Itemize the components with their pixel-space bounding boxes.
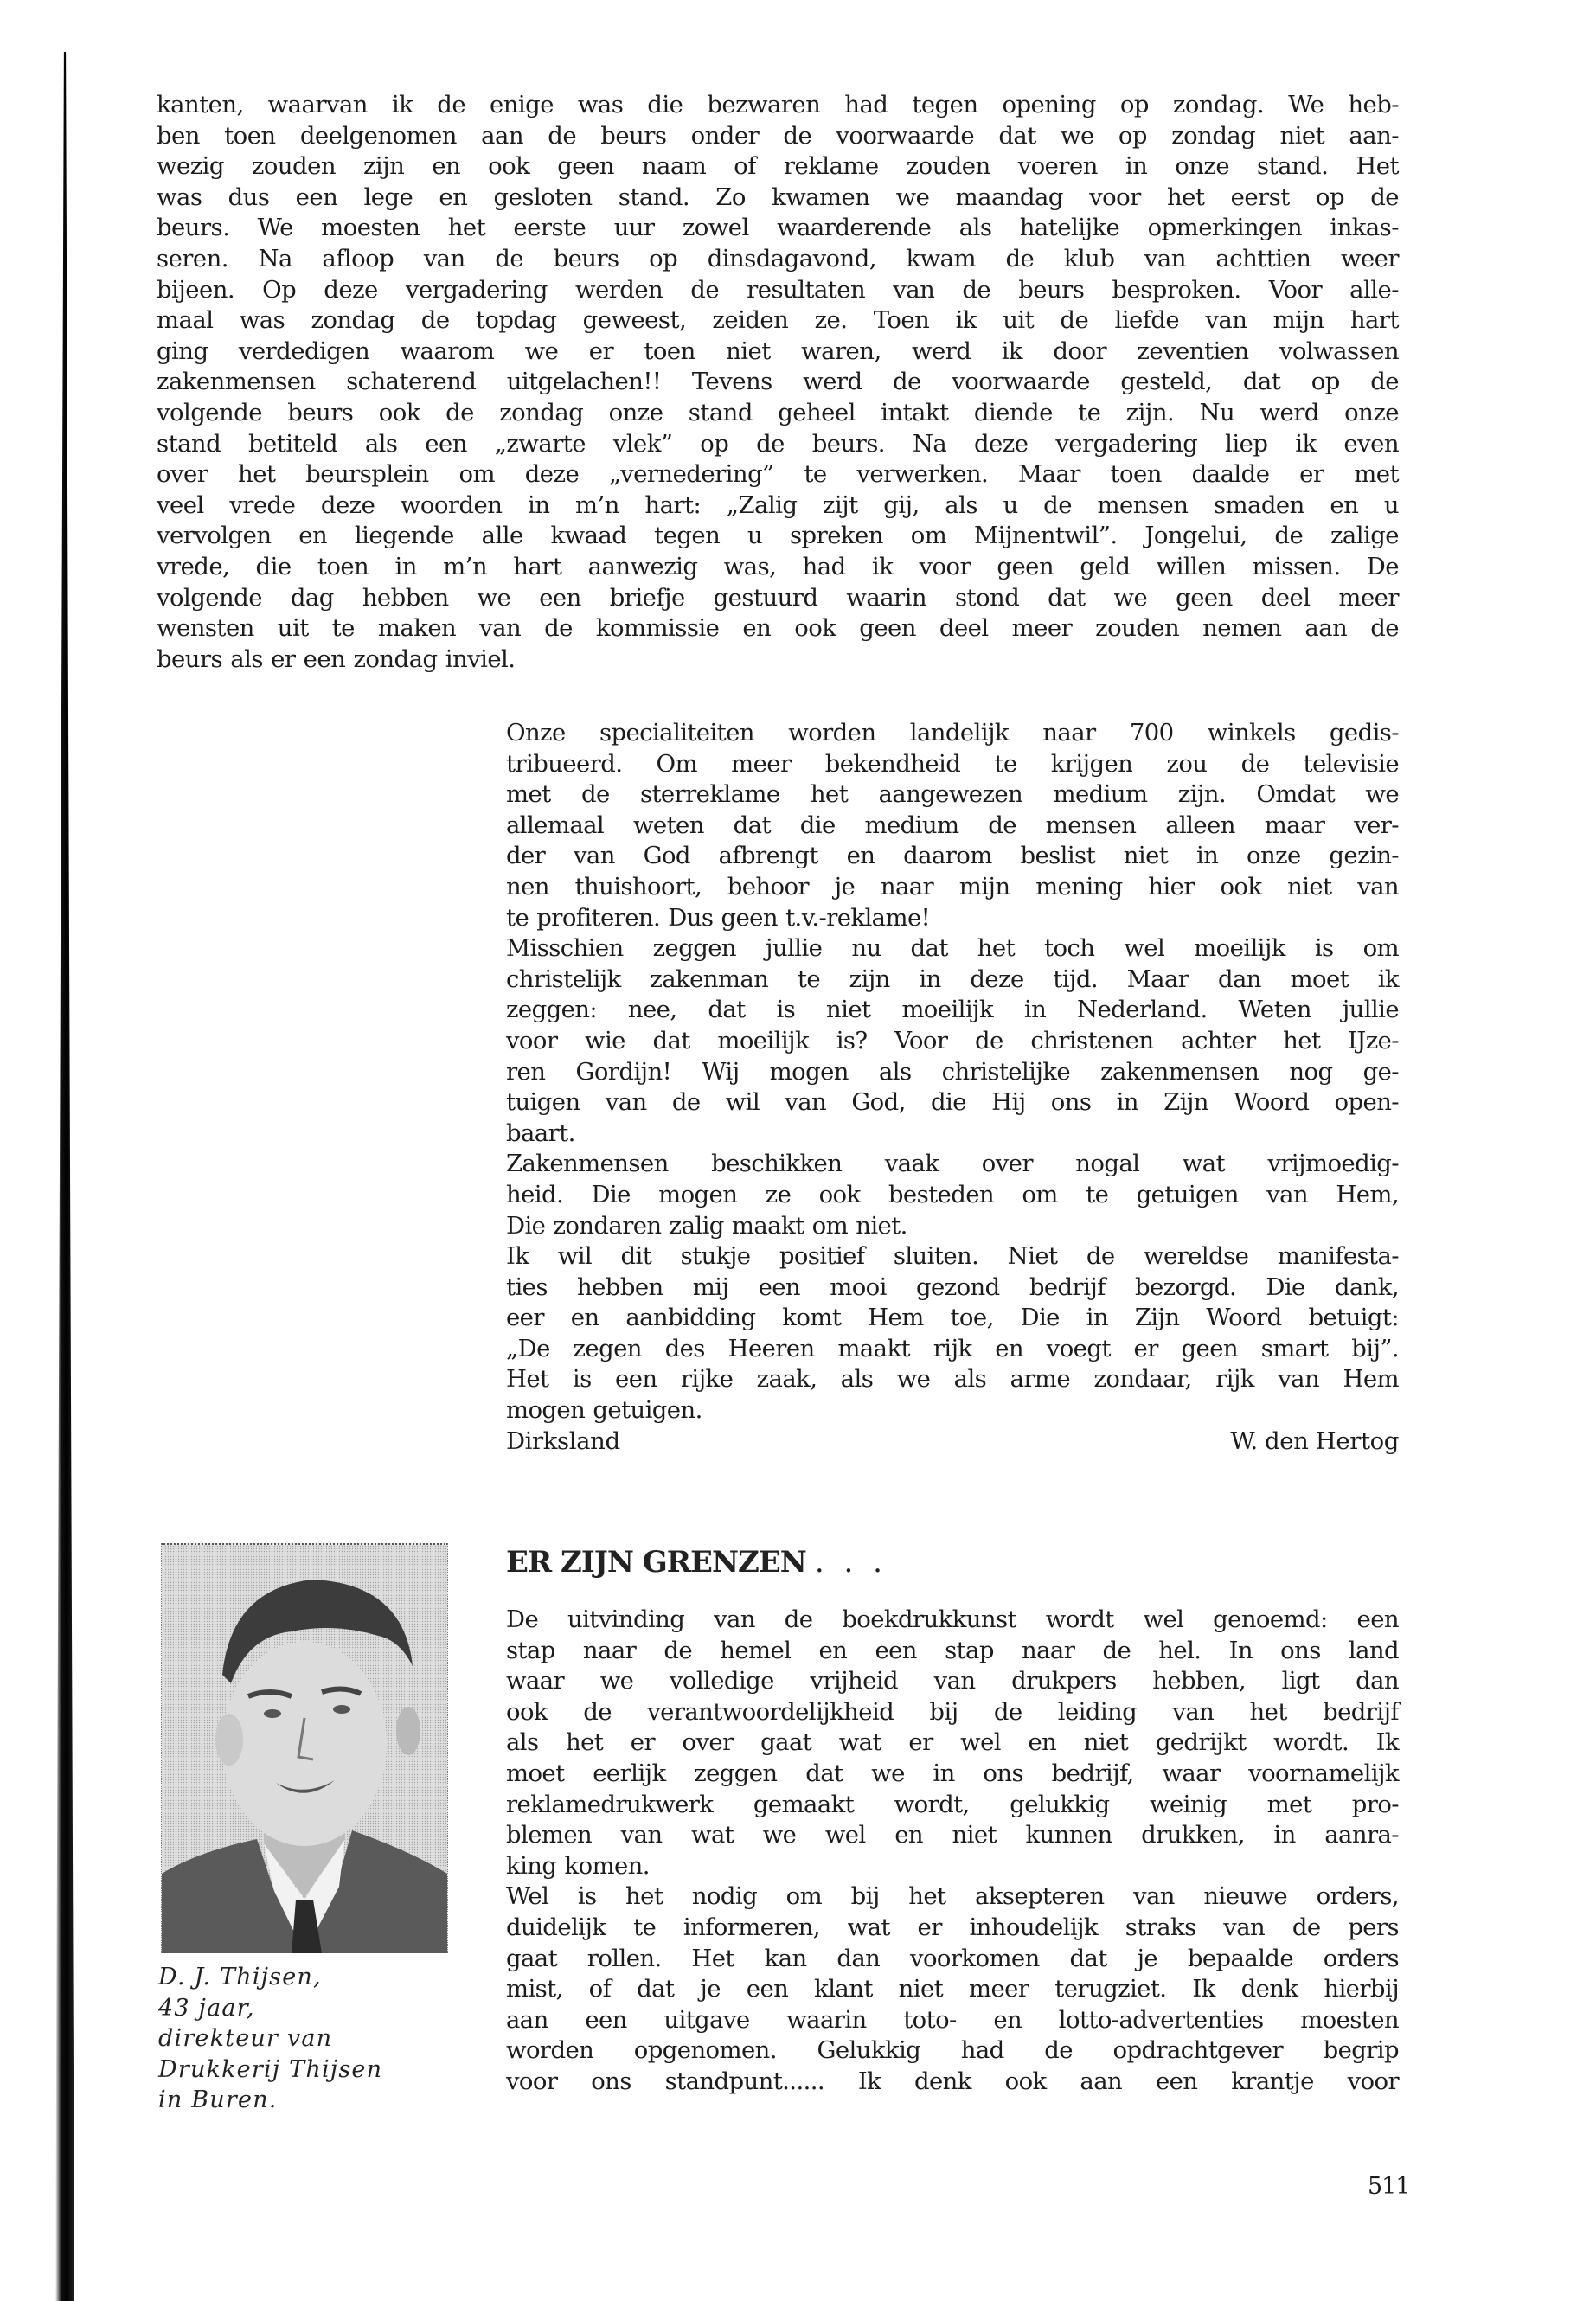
caption-line: in Buren.: [158, 2086, 278, 2113]
text-line: volgende beurs ook de zondag onze stand geheel intakt diende te zijn. Nu werd onze: [157, 398, 1399, 426]
page-number: 511: [1368, 2173, 1410, 2200]
text-line: ren Gordijn! Wij mogen als christelijke zakenmensen nog ge-: [506, 1057, 1399, 1086]
text-line: stand betiteld als een „zwarte vlek” op de beurs. Na deze vergadering liep ik even: [157, 429, 1399, 458]
text-line: beurs. We moesten het eerste uur zowel waarderende als hatelijke opmerkingen inkas-: [157, 214, 1399, 242]
text-line: met de sterreklame het aangewezen medium zijn. Omdat we: [506, 780, 1399, 809]
page-binding-shadow: [55, 52, 74, 2301]
text-line: seren. Na afloop van de beurs op dinsdagavond, kwam de klub van achttien weer: [157, 244, 1399, 272]
portrait-photo: [161, 1543, 448, 1953]
text-line: Zakenmensen beschikken vaak over nogal wat vrijmoedig-: [506, 1150, 1399, 1178]
text-line: veel vrede deze woorden in m’n hart: „Zalig zijt gij, als u de mensen smaden en u: [157, 490, 1399, 519]
text-line: maal was zondag de topdag geweest, zeiden ze. Toen ik uit de liefde van mijn hart: [157, 306, 1399, 335]
text-line: heid. Die mogen ze ook besteden om te getuigen van Hem,: [506, 1180, 1399, 1208]
text-line: zakenmensen schaterend uitgelachen!! Tevens werd de voorwaarde gesteld, dat op de: [157, 368, 1399, 396]
text-line: wezig zouden zijn en ook geen naam of reklame zouden voeren in onze stand. Het: [157, 152, 1399, 181]
text-line: christelijk zakenman te zijn in deze tijd. Maar dan moet ik: [506, 965, 1399, 993]
article2-heading: [506, 1545, 888, 1580]
text-line: ging verdedigen waarom we er toen niet waren, werd ik door zeventien volwassen: [157, 336, 1399, 365]
text-line: der van God afbrengt en daarom beslist niet in onze gezin-: [506, 842, 1399, 870]
text-line: blemen van wat we wel en niet kunnen drukken, in aanra-: [506, 1821, 1399, 1849]
text-line: was dus een lege en gesloten stand. Zo kwamen we maandag voor het eerst op de: [157, 183, 1399, 211]
text-line: Het is een rijke zaak, als we als arme zondaar, rijk van Hem: [506, 1365, 1399, 1394]
heading-ellipsis: . . .: [814, 1545, 888, 1580]
paragraph: [506, 933, 1399, 1149]
text-line: te profiteren. Dus geen t.v.-reklame!: [506, 903, 931, 932]
text-line: Ik wil dit stukje positief sluiten. Niet de wereldse manifesta-: [506, 1242, 1399, 1271]
text-line: beurs als er een zondag inviel.: [157, 644, 516, 673]
article1-column: [506, 718, 1399, 1457]
text-line: tribueerd. Om meer bekendheid te krijgen zou de televisie: [506, 749, 1399, 778]
paragraph: [506, 1605, 1399, 1881]
text-line: allemaal weten dat die medium de mensen alleen maar ver-: [506, 811, 1399, 839]
paragraph: [506, 1241, 1399, 1426]
signoff: [506, 1426, 1399, 1458]
text-line: mist, of dat je een klant niet meer terugziet. Ik denk hierbij: [506, 1975, 1399, 2003]
text-line: duidelijk te informeren, wat er inhoudelijk straks van de pers: [506, 1913, 1399, 1941]
text-line: bijeen. Op deze vergadering werden de resultaten van de beurs besproken. Voor alle-: [157, 275, 1399, 304]
article2-column: [506, 1605, 1399, 2098]
text-line: volgende dag hebben we een briefje gestuurd waarin stond dat we geen deel meer: [157, 583, 1399, 612]
text-line: voor wie dat moeilijk is? Voor de christenen achter het IJze-: [506, 1026, 1399, 1054]
text-line: voor ons standpunt...... Ik denk ook aan een krantje voor: [506, 2067, 1399, 2095]
portrait-photo-icon: [162, 1545, 447, 1953]
text-line: reklamedrukwerk gemaakt wordt, gelukkig weinig met pro-: [506, 1790, 1399, 1818]
text-line: wensten uit te maken van de kommissie en ook geen deel meer zouden nemen aan de: [157, 614, 1399, 643]
text-line: Onze specialiteiten worden landelijk naar 700 winkels gedis-: [506, 719, 1399, 747]
paragraph: [506, 1149, 1399, 1241]
text-line: „De zegen des Heeren maakt rijk en voegt er geen smart bij”.: [506, 1334, 1399, 1362]
caption-line: Drukkerij Thijsen: [158, 2055, 383, 2083]
text-line: ben toen deelgenomen aan de beurs onder de voorwaarde dat we op zondag niet aan-: [157, 121, 1399, 150]
text-line: king komen.: [506, 1851, 650, 1880]
text-line: vrede, die toen in m’n hart aanwezig was, had ik voor geen geld willen missen. De: [157, 552, 1399, 580]
text-line: gaat rollen. Het kan dan voorkomen dat je bepaalde orders: [506, 1944, 1399, 1972]
text-line: kanten, waarvan ik de enige was die bezwaren had tegen opening op zondag. We heb-: [157, 91, 1399, 119]
text-line: als het er over gaat wat er wel en niet gedrijkt wordt. Ik: [506, 1728, 1399, 1757]
text-line: nen thuishoort, behoor je naar mijn mening hier ook niet van: [506, 872, 1399, 901]
photo-caption: [158, 1962, 382, 2116]
text-line: mogen getuigen.: [506, 1396, 702, 1425]
text-line: aan een uitgave waarin toto- en lotto-advertenties moesten: [506, 2005, 1399, 2034]
text-line: eer en aanbidding komt Hem toe, Die in Zijn Woord betuigt:: [506, 1304, 1399, 1332]
intro-text-block: [157, 90, 1399, 675]
text-line: ook de verantwoordelijkheid bij de leiding van het bedrijf: [506, 1697, 1399, 1726]
caption-line: 43 jaar,: [158, 1994, 255, 2022]
text-line: De uitvinding van de boekdrukkunst wordt wel genoemd: een: [506, 1606, 1399, 1633]
caption-line: D. J. Thijsen,: [158, 1964, 322, 1990]
text-line: Wel is het nodig om bij het aksepteren van nieuwe orders,: [506, 1882, 1399, 1911]
text-line: Die zondaren zalig maakt om niet.: [506, 1211, 907, 1240]
text-line: vervolgen en liegende alle kwaad tegen u spreken om Mijnentwil”. Jongelui, de zalige: [157, 522, 1399, 550]
text-line: ties hebben mij een mooi gezond bedrijf bezorgd. Die dank,: [506, 1272, 1399, 1301]
text-line: worden opgenomen. Gelukkig had de opdrachtgever begrip: [506, 2036, 1399, 2065]
text-line: moet eerlijk zeggen dat we in ons bedrijf, waar voornamelijk: [506, 1759, 1399, 1787]
paragraph: [506, 1881, 1399, 2097]
text-line: tuigen van de wil van God, die Hij ons in Zijn Woord open-: [506, 1088, 1399, 1117]
signoff-author: W. den Hertog: [1230, 1426, 1399, 1455]
text-line: Misschien zeggen jullie nu dat het toch wel moeilijk is om: [506, 934, 1399, 963]
caption-line: direkteur van: [158, 2025, 333, 2052]
text-line: baart.: [506, 1118, 575, 1147]
text-line: zeggen: nee, dat is niet moeilijk in Nederland. Weten jullie: [506, 996, 1399, 1024]
text-line: over het beursplein om deze „vernedering” te verwerken. Maar toen daalde er met: [157, 460, 1399, 489]
heading-text: ER ZIJN GRENZEN: [506, 1545, 806, 1580]
signoff-place: Dirksland: [506, 1426, 620, 1455]
paragraph: [506, 718, 1399, 933]
text-line: waar we volledige vrijheid van drukpers hebben, ligt dan: [506, 1667, 1399, 1695]
text-line: stap naar de hemel en een stap naar de hel. In ons land: [506, 1636, 1399, 1664]
